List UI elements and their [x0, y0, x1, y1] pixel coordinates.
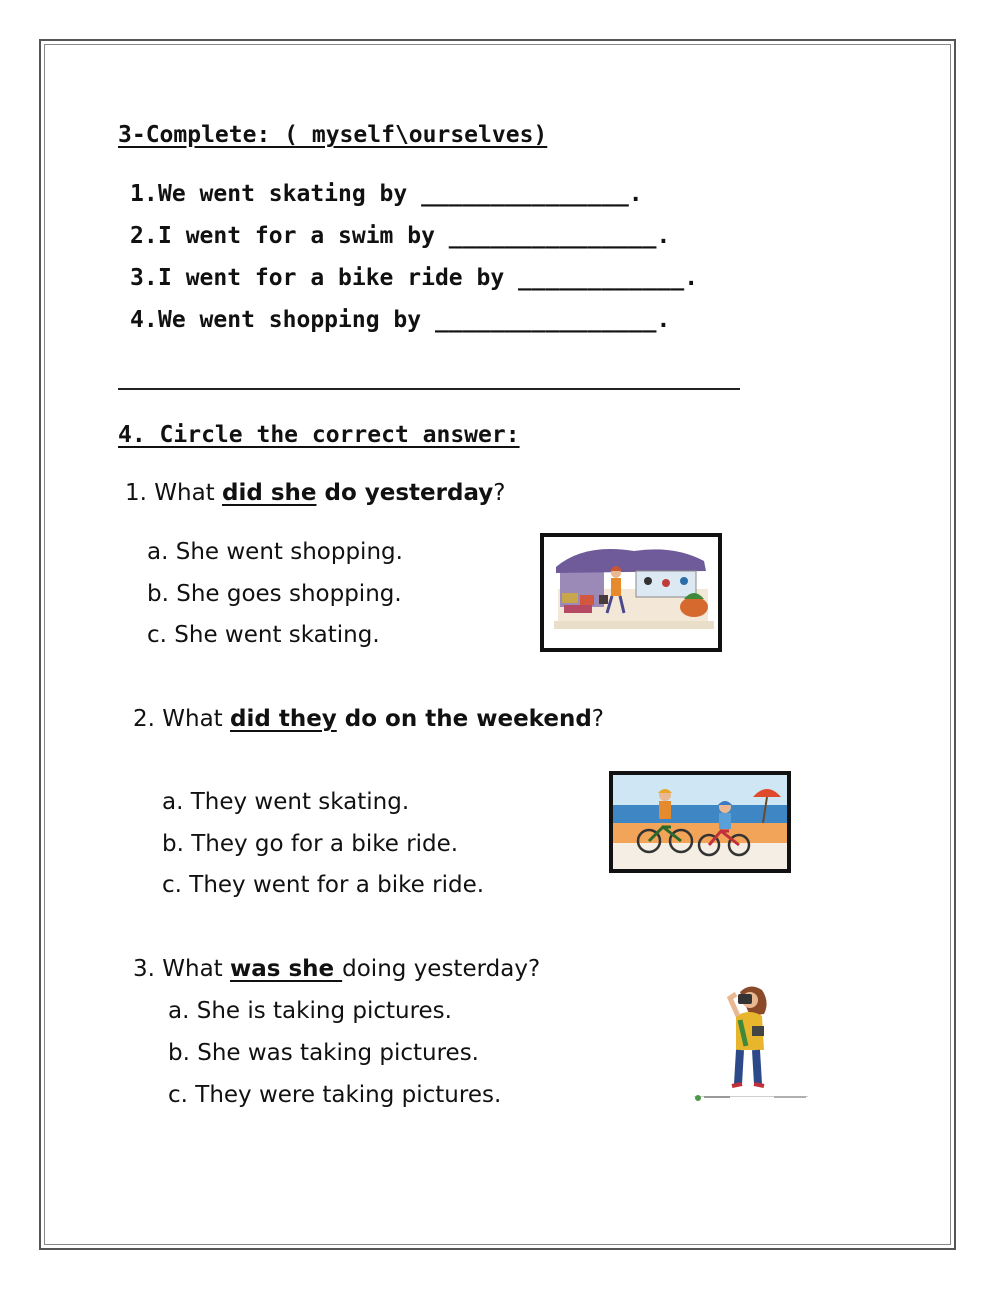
q3-option-c[interactable]: c. They were taking pictures.: [168, 1082, 502, 1108]
question-1: 1. What did she do yesterday?: [125, 480, 506, 506]
shopping-street-icon: [544, 537, 718, 648]
complete-item-3: 3.I went for a bike ride by ____________.: [130, 265, 699, 291]
question-3: 3. What was she doing yesterday?: [133, 956, 541, 982]
question-2: 2. What did they do on the weekend?: [133, 706, 604, 732]
shopping-street-image: [540, 533, 722, 652]
q3-option-b[interactable]: b. She was taking pictures.: [168, 1040, 479, 1066]
photographer-icon: [690, 980, 812, 1106]
woman-photographer-image: [690, 980, 812, 1106]
q1-option-c[interactable]: c. She went skating.: [147, 622, 380, 648]
q1-option-a[interactable]: a. She went shopping.: [147, 539, 403, 565]
q2-option-c[interactable]: c. They went for a bike ride.: [162, 872, 485, 898]
q2-option-b[interactable]: b. They go for a bike ride.: [162, 831, 459, 857]
section-4-heading: 4. Circle the correct answer:: [118, 422, 520, 448]
complete-item-1: 1.We went skating by _______________.: [130, 181, 643, 207]
complete-item-2: 2.I went for a swim by _______________.: [130, 223, 671, 249]
complete-item-4: 4.We went shopping by ________________.: [130, 307, 671, 333]
bike-ride-beach-image: [609, 771, 791, 873]
q1-option-b[interactable]: b. She goes shopping.: [147, 581, 402, 607]
bike-ride-icon: [613, 775, 787, 869]
q2-option-a[interactable]: a. They went skating.: [162, 789, 410, 815]
section-3-heading: 3-Complete: ( myself\ourselves): [118, 122, 548, 148]
q3-option-a[interactable]: a. She is taking pictures.: [168, 998, 452, 1024]
section-divider: [118, 388, 740, 390]
